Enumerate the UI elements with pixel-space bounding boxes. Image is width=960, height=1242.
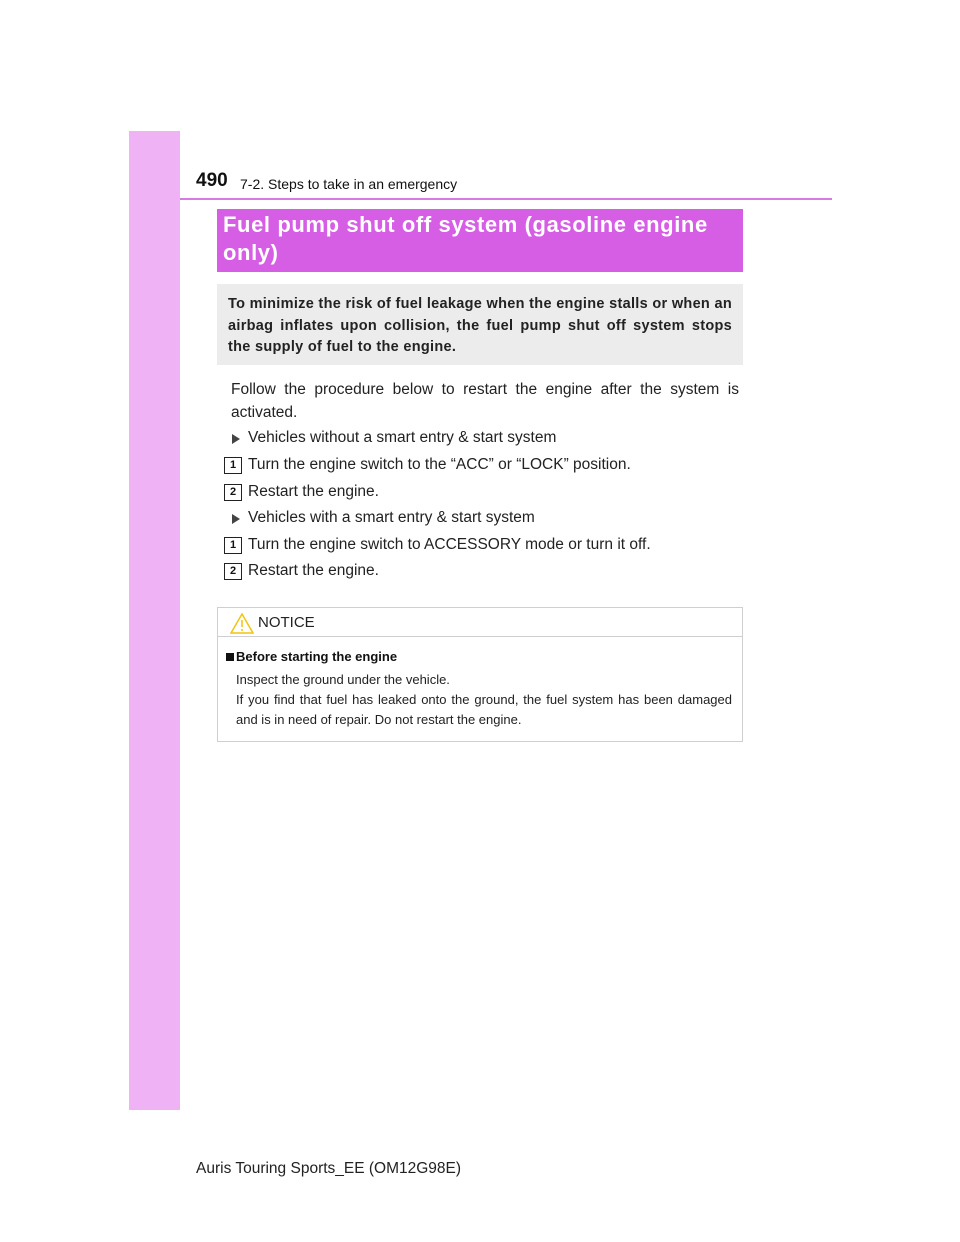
section-path: 7-2. Steps to take in an emergency — [240, 176, 458, 192]
step-number-badge: 1 — [224, 537, 242, 554]
section-title-line1: Fuel pump shut off system (gasoline engine — [223, 212, 708, 237]
step-number-badge: 2 — [224, 563, 242, 580]
page-number: 490 — [196, 170, 228, 191]
warning-triangle-icon — [230, 613, 254, 634]
intro-box — [217, 284, 743, 365]
step-number-badge: 2 — [224, 484, 242, 501]
notice-text — [236, 670, 732, 730]
footer-model: Auris Touring Sports_EE (OM12G98E) — [196, 1160, 462, 1177]
group2-step2: Restart the engine. — [248, 562, 379, 579]
step-number-badge: 1 — [224, 457, 242, 474]
group1-heading: Vehicles without a smart entry & start system — [248, 429, 557, 446]
group2-step1: Turn the engine switch to ACCESSORY mode or turn it off. — [248, 536, 651, 553]
side-tab-band — [129, 131, 180, 1110]
notice-line2: If you find that fuel has leaked onto the ground, the fuel system has been damaged and is in need of repair. Do not restart the engine. — [236, 692, 732, 727]
section-title-bar — [217, 209, 743, 272]
notice-heading: Before starting the engine — [236, 649, 398, 664]
group1-step2: Restart the engine. — [248, 483, 379, 500]
triangle-right-icon — [232, 514, 240, 524]
notice-line1: Inspect the ground under the vehicle. — [236, 672, 450, 687]
intro-text: To minimize the risk of fuel leakage when the engine stalls or when an airbag inflates upon collision, the fuel pump shut off system stops the supply of fuel to the engine. — [228, 296, 732, 355]
group1-step1: Turn the engine switch to the “ACC” or “LOCK” position. — [248, 456, 631, 473]
header-rule — [180, 198, 832, 200]
notice-box — [217, 607, 743, 742]
group2-heading: Vehicles with a smart entry & start system — [248, 509, 535, 526]
section-title-line2: only) — [223, 240, 279, 265]
body-paragraph: Follow the procedure below to restart the engine after the system is activated. — [231, 381, 739, 421]
square-bullet-icon — [226, 653, 234, 661]
triangle-right-icon — [232, 434, 240, 444]
notice-header — [218, 608, 742, 637]
notice-label: NOTICE — [258, 614, 315, 631]
